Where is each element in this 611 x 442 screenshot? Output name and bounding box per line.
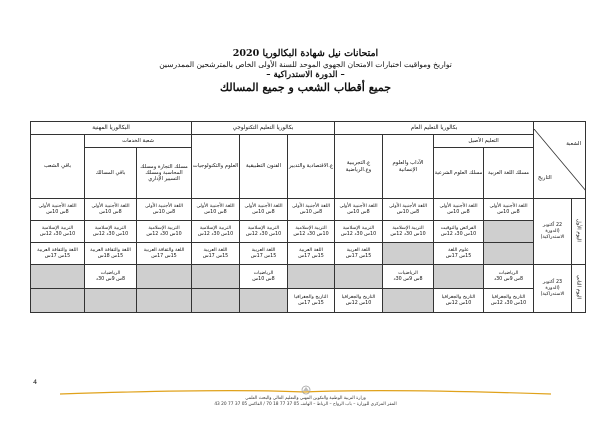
corner-cell bbox=[534, 122, 586, 199]
footer-address: المقر المركزي للوزارة – باب الرواح – الرباط – الهاتف 05 37 77 18 70 / الفاكس 05 37 77 20 43 bbox=[214, 402, 397, 407]
col-other-tracks-header: باقي المسالك bbox=[85, 148, 137, 199]
exam-cell: التربية الإسلامية 10س 30د 12س bbox=[192, 221, 240, 243]
exam-cell: اللغة الأجنبية الأولى 8س 10س bbox=[484, 199, 534, 221]
exam-cell: التربية الإسلامية 10س 30د 12س bbox=[85, 221, 137, 243]
empty-cell bbox=[484, 221, 534, 243]
exam-session: – الدورة الاستدراكية – bbox=[266, 70, 345, 80]
header-row-subgroups bbox=[31, 135, 586, 148]
exam-cell: اللغة العربية 15س 17س bbox=[240, 243, 288, 265]
col-letters-header: الآداب والعلوم الإنسانية bbox=[383, 135, 434, 199]
exam-title: امتحانات نيل شهادة البكالوريا 2020 bbox=[232, 48, 379, 59]
empty-cell bbox=[85, 289, 137, 313]
day1-row-2 bbox=[31, 221, 586, 243]
exam-cell: اللغة العربية 15س 17س bbox=[288, 243, 335, 265]
empty-cell bbox=[31, 265, 85, 289]
col-commerce-header: مسلك التجارة ومسلك المحاسبة ومسلك التسيير الإداري bbox=[137, 148, 192, 199]
exam-cell: اللغة الأجنبية الأولى 8س 10س bbox=[240, 199, 288, 221]
corner-date-label: التاريخ bbox=[538, 174, 552, 181]
ministry-emblem-icon bbox=[300, 385, 312, 395]
exam-cell: التاريخ والجغرافيا 10س 30د 12س bbox=[484, 289, 534, 313]
exam-cell: التاريخ والجغرافيا 10س 12س bbox=[434, 289, 484, 313]
exam-cell: اللغة العربية 15س 17س bbox=[192, 243, 240, 265]
exam-cell: التربية الإسلامية 10س 30د 12س bbox=[335, 221, 383, 243]
schedule-table bbox=[30, 121, 586, 313]
exam-cell: اللغة الأجنبية الأولى 8س 10س bbox=[288, 199, 335, 221]
exam-cell: اللغة والثقافة العربية 15س 17س bbox=[137, 243, 192, 265]
group-technological-header: بكالوريا التعليم التكنولوجي bbox=[192, 122, 335, 135]
empty-cell bbox=[434, 265, 484, 289]
subgroup-original-header: التعليم الأصيل bbox=[434, 135, 534, 148]
exam-cell: اللغة الأجنبية الأولى 8س 10س bbox=[192, 199, 240, 221]
col-sciences-header: ع.التجريبية وع.الرياضية bbox=[335, 135, 383, 199]
empty-cell bbox=[383, 243, 434, 265]
exam-cell: اللغة والثقافة العربية 15س 17س bbox=[31, 243, 85, 265]
exam-cell: اللغة الأجنبية الأولى 8س 10س bbox=[31, 199, 85, 221]
day1-label-cell: اليوم الأول bbox=[572, 199, 586, 265]
exam-cell: اللغة والثقافة العربية 15س 18س bbox=[85, 243, 137, 265]
page-number: 4 bbox=[33, 378, 38, 386]
empty-cell bbox=[288, 265, 335, 289]
exam-cell: التربية الإسلامية 10س 30د 12س bbox=[288, 221, 335, 243]
empty-cell bbox=[192, 289, 240, 313]
col-applied-arts-header: الفنون التطبيقية bbox=[240, 135, 288, 199]
day1-row-3 bbox=[31, 243, 586, 265]
group-vocational-header: البكالوريا المهنية bbox=[31, 122, 192, 135]
exam-cell: التربية الإسلامية 10س 30د 12س bbox=[383, 221, 434, 243]
exam-cell: الرياضيات 8س 10س bbox=[240, 265, 288, 289]
footer-block bbox=[90, 396, 521, 408]
header-row-groups bbox=[31, 122, 586, 135]
footer-ministry-name: وزارة التربية الوطنية والتكوين المهني والتعليم العالي والبحث العلمي bbox=[245, 396, 366, 401]
exam-cell: التربية الإسلامية 10س 30د 12س bbox=[137, 221, 192, 243]
day1-date-cell: 22 أكتوبر (الدورة الاستدراكية) bbox=[534, 199, 572, 265]
col-other-branches-header: باقي الشعب bbox=[31, 135, 85, 199]
empty-cell bbox=[31, 289, 85, 313]
corner-branch-label: الشعبة bbox=[566, 141, 582, 147]
empty-cell bbox=[137, 289, 192, 313]
exam-cell: الرياضيات 8س 9س 30د bbox=[85, 265, 137, 289]
exam-cell: اللغة الأجنبية الأولى 8س 10س bbox=[137, 199, 192, 221]
exam-cell: الفرائض والتوقيت 10س 30د 12س bbox=[434, 221, 484, 243]
empty-cell bbox=[192, 265, 240, 289]
exam-cell: اللغة الأجنبية الأولى 8س 10س bbox=[85, 199, 137, 221]
exam-scope: جميع أقطاب الشعب و جميع المسالك bbox=[219, 81, 392, 94]
exam-cell: الرياضيات 8س 9س 30د bbox=[484, 265, 534, 289]
exam-cell: اللغة العربية 15س 17س bbox=[335, 243, 383, 265]
exam-cell: علوم اللغة 15س 17س bbox=[434, 243, 484, 265]
exam-cell: اللغة الأجنبية الأولى 8س 10س bbox=[434, 199, 484, 221]
exam-subtitle: تواريخ ومواقيت اختبارات الامتحان الجهوي الموحد للسنة الأولى الخاص بالمترشحين الممدرسين bbox=[159, 60, 452, 69]
day2-date-cell: 23 أكتوبر (الدورة الاستدراكية) bbox=[534, 265, 572, 313]
col-arabic-header: مسلك اللغة العربية bbox=[484, 148, 534, 199]
empty-cell bbox=[137, 265, 192, 289]
col-economics-header: ع.الاقتصادية والتدبير bbox=[288, 135, 335, 199]
exam-cell: التربية الإسلامية 10س 30د 12س bbox=[240, 221, 288, 243]
exam-cell: التاريخ والجغرافيا 15س 17س bbox=[288, 289, 335, 313]
empty-cell bbox=[335, 265, 383, 289]
subgroup-services-header: شعبة الخدمات bbox=[85, 135, 192, 148]
exam-cell: التاريخ والجغرافيا 10س 12س bbox=[335, 289, 383, 313]
day2-label-cell: اليوم الثاني bbox=[572, 265, 586, 313]
empty-cell bbox=[383, 289, 434, 313]
empty-cell bbox=[240, 289, 288, 313]
day2-row-2 bbox=[31, 289, 586, 313]
empty-cell bbox=[484, 243, 534, 265]
header-block bbox=[60, 48, 551, 95]
day1-row-1 bbox=[31, 199, 586, 221]
col-sharia-header: مسلك العلوم الشرعية bbox=[434, 148, 484, 199]
exam-cell: الرياضيات 8س 9س 30د bbox=[383, 265, 434, 289]
group-general-header: بكالوريا التعليم العام bbox=[335, 122, 534, 135]
exam-cell: اللغة الأجنبية الأولى 8س 10س bbox=[383, 199, 434, 221]
col-science-tech-header: العلوم والتكنولوجيات bbox=[192, 135, 240, 199]
exam-cell: التربية الإسلامية 10س 30د 12س bbox=[31, 221, 85, 243]
day2-row-1 bbox=[31, 265, 586, 289]
exam-cell: اللغة الأجنبية الأولى 8س 10س bbox=[335, 199, 383, 221]
corner-diagonal bbox=[534, 129, 586, 191]
